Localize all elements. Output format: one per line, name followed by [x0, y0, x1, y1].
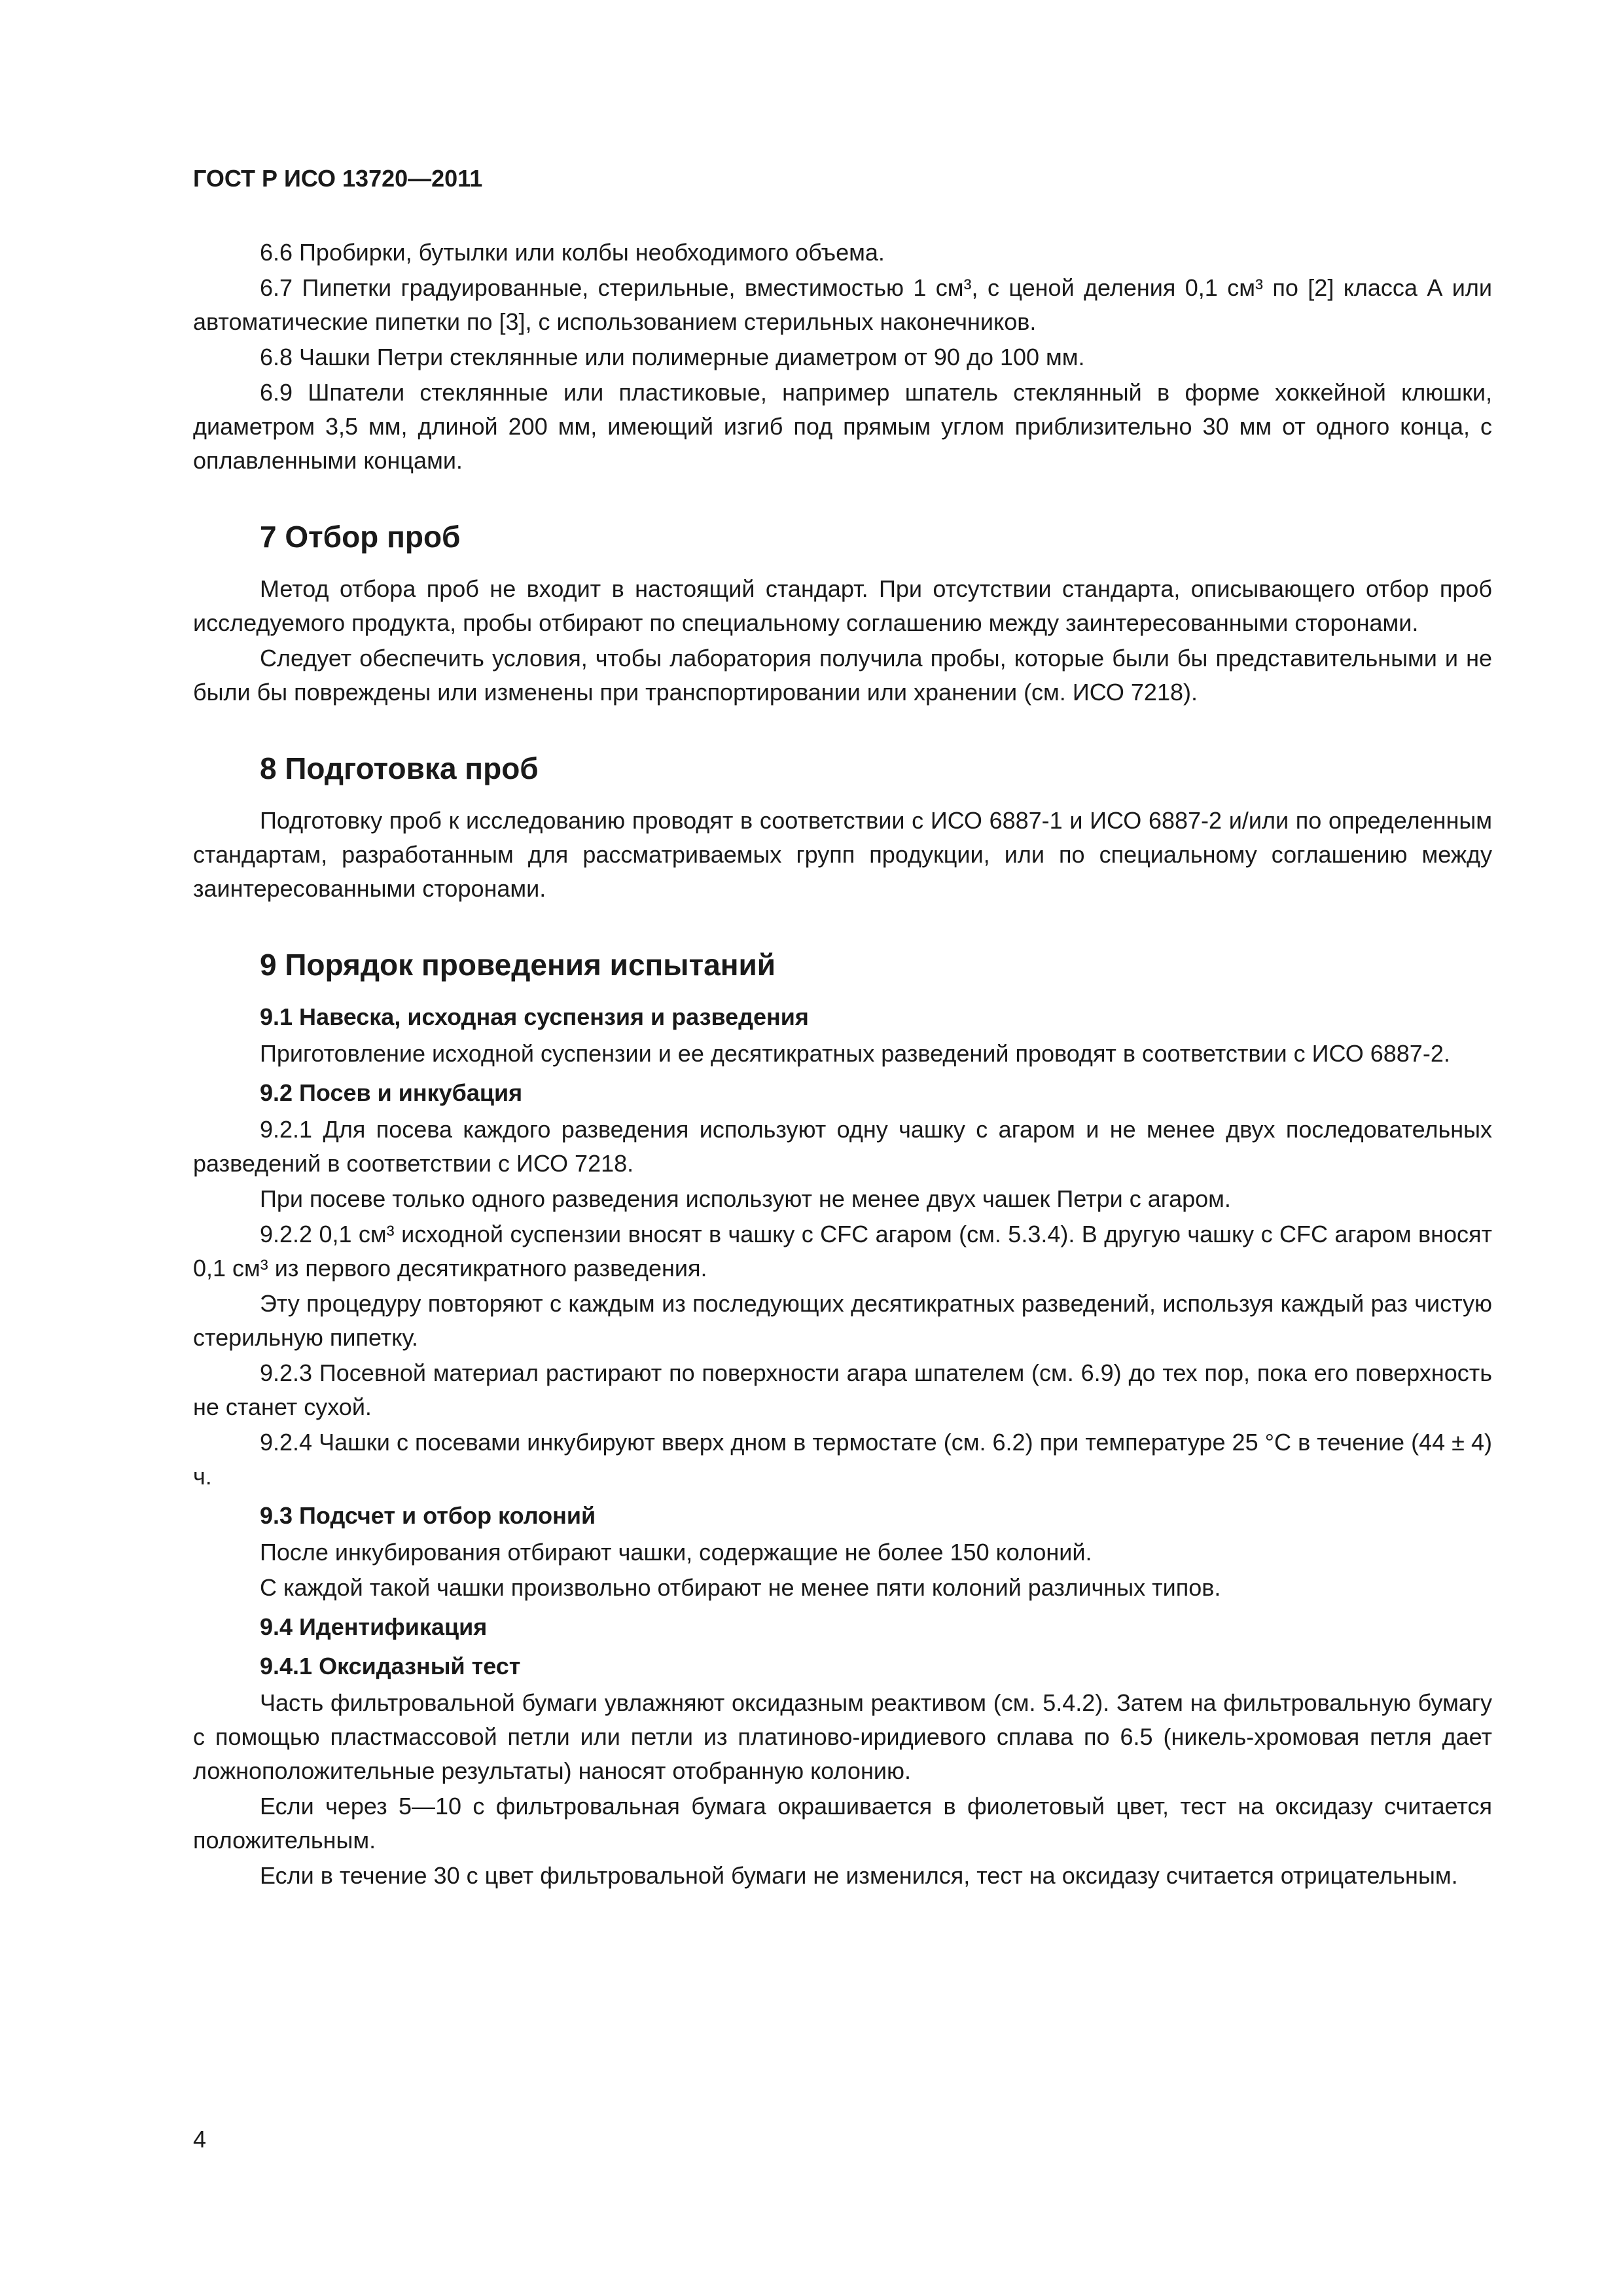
- paragraph-6-6: 6.6 Пробирки, бутылки или колбы необходимого объема.: [260, 239, 885, 266]
- paragraph-6-9: 6.9 Шпатели стеклянные или пластиковые, например шпатель стеклянный в форме хоккейной клюшки, диаметром 3,5 мм, длиной 200 мм, имеющий изгиб под прямым углом приблизительно 30 мм от одного конца, с оплавленными концами.: [193, 379, 1492, 474]
- page-number: 4: [193, 2126, 207, 2153]
- paragraph-9-2-3: 9.2.3 Посевной материал растирают по поверхности агара шпателем (см. 6.9) до тех пор, пока его поверхность не станет сухой.: [193, 1359, 1492, 1420]
- paragraph-6-8: 6.8 Чашки Петри стеклянные или полимерные диаметром от 90 до 100 мм.: [260, 344, 1085, 370]
- section-7-paragraph: Следует обеспечить условия, чтобы лаборатория получила пробы, которые были бы представительными и не были бы повреждены или изменены при транспортировании или хранении (см. ИСО 7218).: [193, 645, 1492, 706]
- paragraph-9-2-2-note: Эту процедуру повторяют с каждым из последующих десятикратных разведений, используя каждый раз чистую стерильную пипетку.: [193, 1290, 1492, 1351]
- document-header: ГОСТ Р ИСО 13720—2011: [193, 165, 483, 192]
- document-body: [193, 236, 1492, 1894]
- paragraph-9-2-2: 9.2.2 0,1 см³ исходной суспензии вносят в чашку с CFC агаром (см. 5.3.4). В другую чашку с CFC агаром вносят 0,1 см³ из первого десятикратного разведения.: [193, 1221, 1492, 1282]
- paragraph-6-7: 6.7 Пипетки градуированные, стерильные, вместимостью 1 см³, с ценой деления 0,1 см³ по [2] класса А или автоматические пипетки по [3], с использованием стерильных наконечников.: [193, 274, 1492, 335]
- section-9-heading: 9 Порядок проведения испытаний: [260, 948, 776, 982]
- paragraph-9-2-1-note: При посеве только одного разведения используют не менее двух чашек Петри с агаром.: [260, 1185, 1231, 1212]
- paragraph-9-2-1: 9.2.1 Для посева каждого разведения используют одну чашку с агаром и не менее двух последовательных разведений в соответствии с ИСО 7218.: [193, 1116, 1492, 1177]
- section-8-heading: 8 Подготовка проб: [260, 751, 539, 785]
- section-7-heading: 7 Отбор проб: [260, 520, 461, 554]
- subsection-9-4-1-paragraph: Если через 5—10 с фильтровальная бумага окрашивается в фиолетовый цвет, тест на оксидазу считается положительным.: [193, 1793, 1492, 1854]
- subsection-9-4-heading: 9.4 Идентификация: [260, 1613, 488, 1640]
- subsection-9-3-paragraph: С каждой такой чашки произвольно отбирают не менее пяти колоний различных типов.: [260, 1574, 1221, 1601]
- subsection-9-1-heading: 9.1 Навеска, исходная суспензия и разведения: [260, 1003, 809, 1030]
- subsection-9-1-paragraph: Приготовление исходной суспензии и ее десятикратных разведений проводят в соответствии с ИСО 6887-2.: [260, 1040, 1450, 1067]
- paragraph-9-2-4: 9.2.4 Чашки с посевами инкубируют вверх дном в термостате (см. 6.2) при температуре 25 °С в течение (44 ± 4) ч.: [193, 1429, 1492, 1490]
- subsection-9-3-paragraph: После инкубирования отбирают чашки, содержащие не более 150 колоний.: [260, 1539, 1092, 1566]
- subsection-9-2-heading: 9.2 Посев и инкубация: [260, 1079, 523, 1106]
- subsection-9-4-1-heading: 9.4.1 Оксидазный тест: [260, 1653, 521, 1679]
- section-7-paragraph: Метод отбора проб не входит в настоящий стандарт. При отсутствии стандарта, описывающего отбор проб исследуемого продукта, пробы отбирают по специальному соглашению между заинтересованными сторонами.: [193, 575, 1492, 636]
- subsection-9-3-heading: 9.3 Подсчет и отбор колоний: [260, 1502, 596, 1529]
- subsection-9-4-1-paragraph: Часть фильтровальной бумаги увлажняют оксидазным реактивом (см. 5.4.2). Затем на фильтровальную бумагу с помощью пластмассовой петли или петли из платиново-иридиевого сплава по 6.5 (никель-хромовая петля дает ложноположительные результаты) наносят отобранную колонию.: [193, 1689, 1492, 1784]
- subsection-9-4-1-paragraph: Если в течение 30 с цвет фильтровальной бумаги не изменился, тест на оксидазу считается отрицательным.: [260, 1862, 1458, 1889]
- section-8-paragraph: Подготовку проб к исследованию проводят в соответствии с ИСО 6887-1 и ИСО 6887-2 и/или по определенным стандартам, разработанным для рассматриваемых групп продукции, или по специальному соглашению между заинтересованными сторонами.: [193, 807, 1492, 902]
